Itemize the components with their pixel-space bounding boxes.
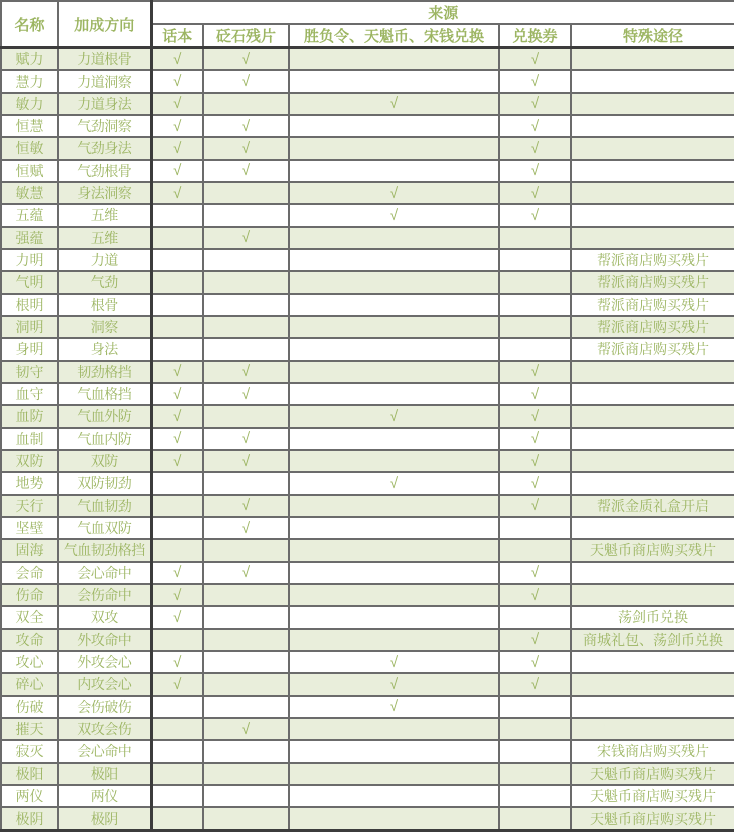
cell-bianshi-check	[203, 338, 289, 360]
cell-token-exchange-check: √	[289, 673, 499, 695]
cell-bianshi-check	[203, 584, 289, 606]
cell-huaben-check: √	[151, 584, 203, 606]
cell-direction: 根骨	[58, 294, 151, 316]
cell-token-exchange-check	[289, 137, 499, 159]
cell-token-exchange-check: √	[289, 405, 499, 427]
cell-token-exchange-check	[289, 562, 499, 584]
cell-name: 会命	[1, 562, 58, 584]
cell-special-route: 天魁币商店购买残片	[571, 785, 734, 807]
cell-huaben-check: √	[151, 428, 203, 450]
cell-huaben-check	[151, 718, 203, 740]
cell-special-route: 天魁币商店购买残片	[571, 807, 734, 830]
table-row	[1, 718, 734, 740]
cell-bianshi-check: √	[203, 137, 289, 159]
cell-special-route	[571, 450, 734, 472]
cell-name: 寂灭	[1, 740, 58, 762]
cell-special-route	[571, 137, 734, 159]
cell-direction: 双防	[58, 450, 151, 472]
cell-voucher-check: √	[499, 562, 571, 584]
cell-name: 两仪	[1, 785, 58, 807]
cell-token-exchange-check: √	[289, 651, 499, 673]
cell-special-route: 天魁币商店购买残片	[571, 539, 734, 561]
table-row	[1, 651, 734, 673]
cell-token-exchange-check	[289, 450, 499, 472]
cell-huaben-check: √	[151, 70, 203, 92]
cell-special-route	[571, 70, 734, 92]
cell-voucher-check: √	[499, 629, 571, 651]
cell-huaben-check: √	[151, 160, 203, 182]
cell-bianshi-check	[203, 807, 289, 830]
cell-special-route	[571, 383, 734, 405]
cell-token-exchange-check	[289, 517, 499, 539]
cell-name: 力明	[1, 249, 58, 271]
cell-voucher-check	[499, 316, 571, 338]
cell-voucher-check: √	[499, 450, 571, 472]
cell-name: 身明	[1, 338, 58, 360]
cell-token-exchange-check	[289, 361, 499, 383]
cell-special-route: 帮派商店购买残片	[571, 294, 734, 316]
cell-bianshi-check: √	[203, 428, 289, 450]
header-special-route: 特殊途径	[571, 24, 734, 48]
cell-name: 敏慧	[1, 182, 58, 204]
table-row	[1, 115, 734, 137]
cell-special-route	[571, 696, 734, 718]
cell-huaben-check	[151, 763, 203, 785]
cell-bianshi-check	[203, 182, 289, 204]
table-row	[1, 294, 734, 316]
table-row	[1, 249, 734, 271]
cell-direction: 力道身法	[58, 93, 151, 115]
table-row	[1, 338, 734, 360]
cell-voucher-check	[499, 606, 571, 628]
cell-direction: 气血韧劲	[58, 495, 151, 517]
cell-bianshi-check	[203, 740, 289, 762]
cell-huaben-check: √	[151, 361, 203, 383]
table-row	[1, 383, 734, 405]
cell-special-route: 帮派商店购买残片	[571, 271, 734, 293]
cell-token-exchange-check	[289, 539, 499, 561]
cell-special-route	[571, 160, 734, 182]
cell-huaben-check: √	[151, 137, 203, 159]
cell-huaben-check	[151, 472, 203, 494]
cell-special-route: 宋钱商店购买残片	[571, 740, 734, 762]
cell-huaben-check	[151, 227, 203, 249]
cell-token-exchange-check	[289, 807, 499, 830]
cell-token-exchange-check: √	[289, 204, 499, 226]
cell-name: 根明	[1, 294, 58, 316]
cell-bianshi-check	[203, 763, 289, 785]
cell-huaben-check: √	[151, 562, 203, 584]
cell-name: 固海	[1, 539, 58, 561]
cell-bianshi-check	[203, 696, 289, 718]
cell-name: 洞明	[1, 316, 58, 338]
cell-direction: 气劲根骨	[58, 160, 151, 182]
cell-direction: 会心命中	[58, 562, 151, 584]
cell-token-exchange-check	[289, 740, 499, 762]
cell-direction: 气血外防	[58, 405, 151, 427]
cell-direction: 气血格挡	[58, 383, 151, 405]
header-row-group	[1, 1, 734, 24]
cell-name: 血制	[1, 428, 58, 450]
cell-voucher-check: √	[499, 405, 571, 427]
cell-name: 双全	[1, 606, 58, 628]
cell-huaben-check	[151, 204, 203, 226]
cell-bianshi-check: √	[203, 495, 289, 517]
cell-direction: 气血韧劲格挡	[58, 539, 151, 561]
cell-voucher-check: √	[499, 70, 571, 92]
cell-bianshi-check: √	[203, 718, 289, 740]
table-row	[1, 696, 734, 718]
cell-huaben-check: √	[151, 115, 203, 137]
cell-special-route: 天魁币商店购买残片	[571, 763, 734, 785]
cell-voucher-check	[499, 227, 571, 249]
cell-special-route: 帮派金质礼盒开启	[571, 495, 734, 517]
cell-special-route	[571, 584, 734, 606]
cell-direction: 力道根骨	[58, 48, 151, 71]
cell-bianshi-check	[203, 472, 289, 494]
cell-direction: 两仪	[58, 785, 151, 807]
table-body	[1, 48, 734, 831]
cell-name: 伤命	[1, 584, 58, 606]
table-row	[1, 562, 734, 584]
cell-token-exchange-check: √	[289, 472, 499, 494]
cell-token-exchange-check	[289, 160, 499, 182]
cell-special-route	[571, 428, 734, 450]
cell-name: 攻命	[1, 629, 58, 651]
cell-name: 气明	[1, 271, 58, 293]
cell-token-exchange-check	[289, 718, 499, 740]
cell-voucher-check: √	[499, 137, 571, 159]
cell-huaben-check	[151, 539, 203, 561]
cell-token-exchange-check	[289, 428, 499, 450]
table-row	[1, 673, 734, 695]
table-row	[1, 361, 734, 383]
cell-voucher-check	[499, 539, 571, 561]
cell-direction: 五维	[58, 204, 151, 226]
cell-voucher-check	[499, 718, 571, 740]
table-row	[1, 763, 734, 785]
cell-huaben-check: √	[151, 651, 203, 673]
cell-special-route: 帮派商店购买残片	[571, 338, 734, 360]
cell-huaben-check: √	[151, 48, 203, 71]
cell-voucher-check: √	[499, 115, 571, 137]
table-row	[1, 405, 734, 427]
cell-direction: 会伤破伤	[58, 696, 151, 718]
table-row	[1, 539, 734, 561]
cell-direction: 极阴	[58, 807, 151, 830]
cell-voucher-check	[499, 763, 571, 785]
cell-special-route: 商城礼包、荡剑币兑换	[571, 629, 734, 651]
cell-bianshi-check: √	[203, 160, 289, 182]
cell-token-exchange-check	[289, 495, 499, 517]
cell-huaben-check	[151, 629, 203, 651]
cell-name: 恒赋	[1, 160, 58, 182]
cell-voucher-check	[499, 249, 571, 271]
cell-bianshi-check: √	[203, 48, 289, 71]
cell-name: 地势	[1, 472, 58, 494]
cell-bianshi-check	[203, 785, 289, 807]
cell-name: 坚壁	[1, 517, 58, 539]
cell-huaben-check	[151, 294, 203, 316]
cell-direction: 会伤命中	[58, 584, 151, 606]
cell-direction: 会心命中	[58, 740, 151, 762]
cell-huaben-check	[151, 785, 203, 807]
cell-huaben-check	[151, 249, 203, 271]
cell-name: 恒慧	[1, 115, 58, 137]
table-row	[1, 495, 734, 517]
cell-token-exchange-check	[289, 249, 499, 271]
cell-name: 碎心	[1, 673, 58, 695]
cell-special-route	[571, 673, 734, 695]
cell-bianshi-check	[203, 294, 289, 316]
cell-name: 攻心	[1, 651, 58, 673]
cell-name: 极阴	[1, 807, 58, 830]
cell-voucher-check: √	[499, 584, 571, 606]
cell-voucher-check: √	[499, 472, 571, 494]
cell-voucher-check: √	[499, 204, 571, 226]
cell-direction: 双攻	[58, 606, 151, 628]
cell-direction: 双攻会伤	[58, 718, 151, 740]
cell-huaben-check	[151, 740, 203, 762]
cell-voucher-check: √	[499, 93, 571, 115]
table-row	[1, 48, 734, 71]
cell-voucher-check: √	[499, 160, 571, 182]
cell-bianshi-check: √	[203, 115, 289, 137]
cell-huaben-check	[151, 517, 203, 539]
cell-voucher-check: √	[499, 428, 571, 450]
cell-special-route	[571, 718, 734, 740]
cell-bianshi-check: √	[203, 562, 289, 584]
cell-special-route	[571, 361, 734, 383]
cell-special-route	[571, 204, 734, 226]
cell-direction: 身法洞察	[58, 182, 151, 204]
table-row	[1, 785, 734, 807]
table-row	[1, 204, 734, 226]
cell-huaben-check: √	[151, 405, 203, 427]
table-row	[1, 227, 734, 249]
cell-huaben-check: √	[151, 673, 203, 695]
cell-name: 敏力	[1, 93, 58, 115]
cell-bianshi-check: √	[203, 450, 289, 472]
cell-token-exchange-check	[289, 48, 499, 71]
cell-name: 伤破	[1, 696, 58, 718]
table-row	[1, 316, 734, 338]
table-row	[1, 182, 734, 204]
cell-huaben-check: √	[151, 450, 203, 472]
cell-direction: 气劲洞察	[58, 115, 151, 137]
cell-huaben-check	[151, 338, 203, 360]
table-row	[1, 472, 734, 494]
cell-bianshi-check: √	[203, 517, 289, 539]
cell-bianshi-check	[203, 651, 289, 673]
cell-token-exchange-check	[289, 316, 499, 338]
cell-huaben-check: √	[151, 383, 203, 405]
cell-voucher-check: √	[499, 673, 571, 695]
cell-token-exchange-check	[289, 271, 499, 293]
table-row	[1, 93, 734, 115]
table-row	[1, 606, 734, 628]
cell-special-route	[571, 227, 734, 249]
cell-direction: 极阳	[58, 763, 151, 785]
cell-name: 慧力	[1, 70, 58, 92]
cell-name: 血守	[1, 383, 58, 405]
cell-special-route	[571, 472, 734, 494]
cell-bianshi-check	[203, 539, 289, 561]
cell-direction: 气劲	[58, 271, 151, 293]
cell-direction: 双防韧劲	[58, 472, 151, 494]
table-row	[1, 629, 734, 651]
cell-token-exchange-check: √	[289, 696, 499, 718]
cell-token-exchange-check	[289, 763, 499, 785]
cell-token-exchange-check: √	[289, 93, 499, 115]
cell-name: 赋力	[1, 48, 58, 71]
header-direction: 加成方向	[58, 1, 151, 48]
cell-direction: 气血双防	[58, 517, 151, 539]
cell-direction: 气劲身法	[58, 137, 151, 159]
cell-special-route	[571, 562, 734, 584]
cell-bianshi-check: √	[203, 70, 289, 92]
cell-special-route: 帮派商店购买残片	[571, 316, 734, 338]
cell-voucher-check	[499, 271, 571, 293]
header-token-exchange: 胜负令、天魁币、宋钱兑换	[289, 24, 499, 48]
cell-special-route	[571, 517, 734, 539]
table-row	[1, 450, 734, 472]
cell-name: 双防	[1, 450, 58, 472]
cell-direction: 外攻命中	[58, 629, 151, 651]
cell-direction: 洞察	[58, 316, 151, 338]
cell-token-exchange-check	[289, 338, 499, 360]
cell-huaben-check: √	[151, 93, 203, 115]
cell-token-exchange-check	[289, 606, 499, 628]
cell-bianshi-check	[203, 405, 289, 427]
cell-direction: 气血内防	[58, 428, 151, 450]
cell-direction: 内攻会心	[58, 673, 151, 695]
cell-bianshi-check	[203, 249, 289, 271]
cell-name: 恒敏	[1, 137, 58, 159]
cell-name: 五蕴	[1, 204, 58, 226]
cell-token-exchange-check	[289, 227, 499, 249]
cell-voucher-check	[499, 807, 571, 830]
cell-huaben-check: √	[151, 182, 203, 204]
cell-special-route: 帮派商店购买残片	[571, 249, 734, 271]
cell-bianshi-check	[203, 204, 289, 226]
cell-special-route	[571, 115, 734, 137]
cell-token-exchange-check	[289, 115, 499, 137]
cell-token-exchange-check	[289, 584, 499, 606]
cell-special-route	[571, 93, 734, 115]
cell-voucher-check	[499, 338, 571, 360]
table-header	[1, 1, 734, 48]
cell-special-route	[571, 48, 734, 71]
cell-special-route	[571, 651, 734, 673]
table-row	[1, 70, 734, 92]
table-row	[1, 428, 734, 450]
cell-bianshi-check	[203, 673, 289, 695]
cell-voucher-check	[499, 517, 571, 539]
cell-bianshi-check	[203, 271, 289, 293]
header-bianshi-fragment: 砭石残片	[203, 24, 289, 48]
cell-voucher-check: √	[499, 383, 571, 405]
table-row	[1, 740, 734, 762]
cell-voucher-check: √	[499, 182, 571, 204]
cell-name: 天行	[1, 495, 58, 517]
cell-voucher-check: √	[499, 495, 571, 517]
header-voucher: 兑换券	[499, 24, 571, 48]
cell-bianshi-check: √	[203, 227, 289, 249]
cell-name: 强蕴	[1, 227, 58, 249]
cell-token-exchange-check	[289, 70, 499, 92]
cell-token-exchange-check	[289, 629, 499, 651]
cell-bianshi-check	[203, 606, 289, 628]
cell-special-route	[571, 182, 734, 204]
table-row	[1, 807, 734, 830]
cell-direction: 韧劲格挡	[58, 361, 151, 383]
cell-voucher-check	[499, 785, 571, 807]
table-row	[1, 584, 734, 606]
cell-voucher-check: √	[499, 651, 571, 673]
cell-direction: 力道洞察	[58, 70, 151, 92]
cell-name: 血防	[1, 405, 58, 427]
cell-token-exchange-check	[289, 294, 499, 316]
header-huaben: 话本	[151, 24, 203, 48]
cell-huaben-check	[151, 807, 203, 830]
cell-bianshi-check: √	[203, 361, 289, 383]
cell-direction: 身法	[58, 338, 151, 360]
cell-huaben-check	[151, 696, 203, 718]
cell-bianshi-check	[203, 316, 289, 338]
cell-token-exchange-check: √	[289, 182, 499, 204]
cell-name: 韧守	[1, 361, 58, 383]
cell-direction: 五维	[58, 227, 151, 249]
cell-direction: 力道	[58, 249, 151, 271]
cell-huaben-check: √	[151, 606, 203, 628]
header-source-group: 来源	[151, 1, 734, 24]
cell-bianshi-check	[203, 93, 289, 115]
table-row	[1, 271, 734, 293]
cell-huaben-check	[151, 495, 203, 517]
cell-voucher-check: √	[499, 48, 571, 71]
cell-voucher-check: √	[499, 361, 571, 383]
cell-special-route: 荡剑币兑换	[571, 606, 734, 628]
cell-huaben-check	[151, 316, 203, 338]
cell-name: 摧天	[1, 718, 58, 740]
cell-special-route	[571, 405, 734, 427]
cell-name: 极阳	[1, 763, 58, 785]
table-row	[1, 517, 734, 539]
header-name: 名称	[1, 1, 58, 48]
table-row	[1, 160, 734, 182]
cell-bianshi-check: √	[203, 383, 289, 405]
cell-token-exchange-check	[289, 785, 499, 807]
table-row	[1, 137, 734, 159]
cell-voucher-check	[499, 740, 571, 762]
cell-bianshi-check	[203, 629, 289, 651]
cell-voucher-check	[499, 696, 571, 718]
cell-huaben-check	[151, 271, 203, 293]
cell-voucher-check	[499, 294, 571, 316]
cell-token-exchange-check	[289, 383, 499, 405]
cell-direction: 外攻会心	[58, 651, 151, 673]
